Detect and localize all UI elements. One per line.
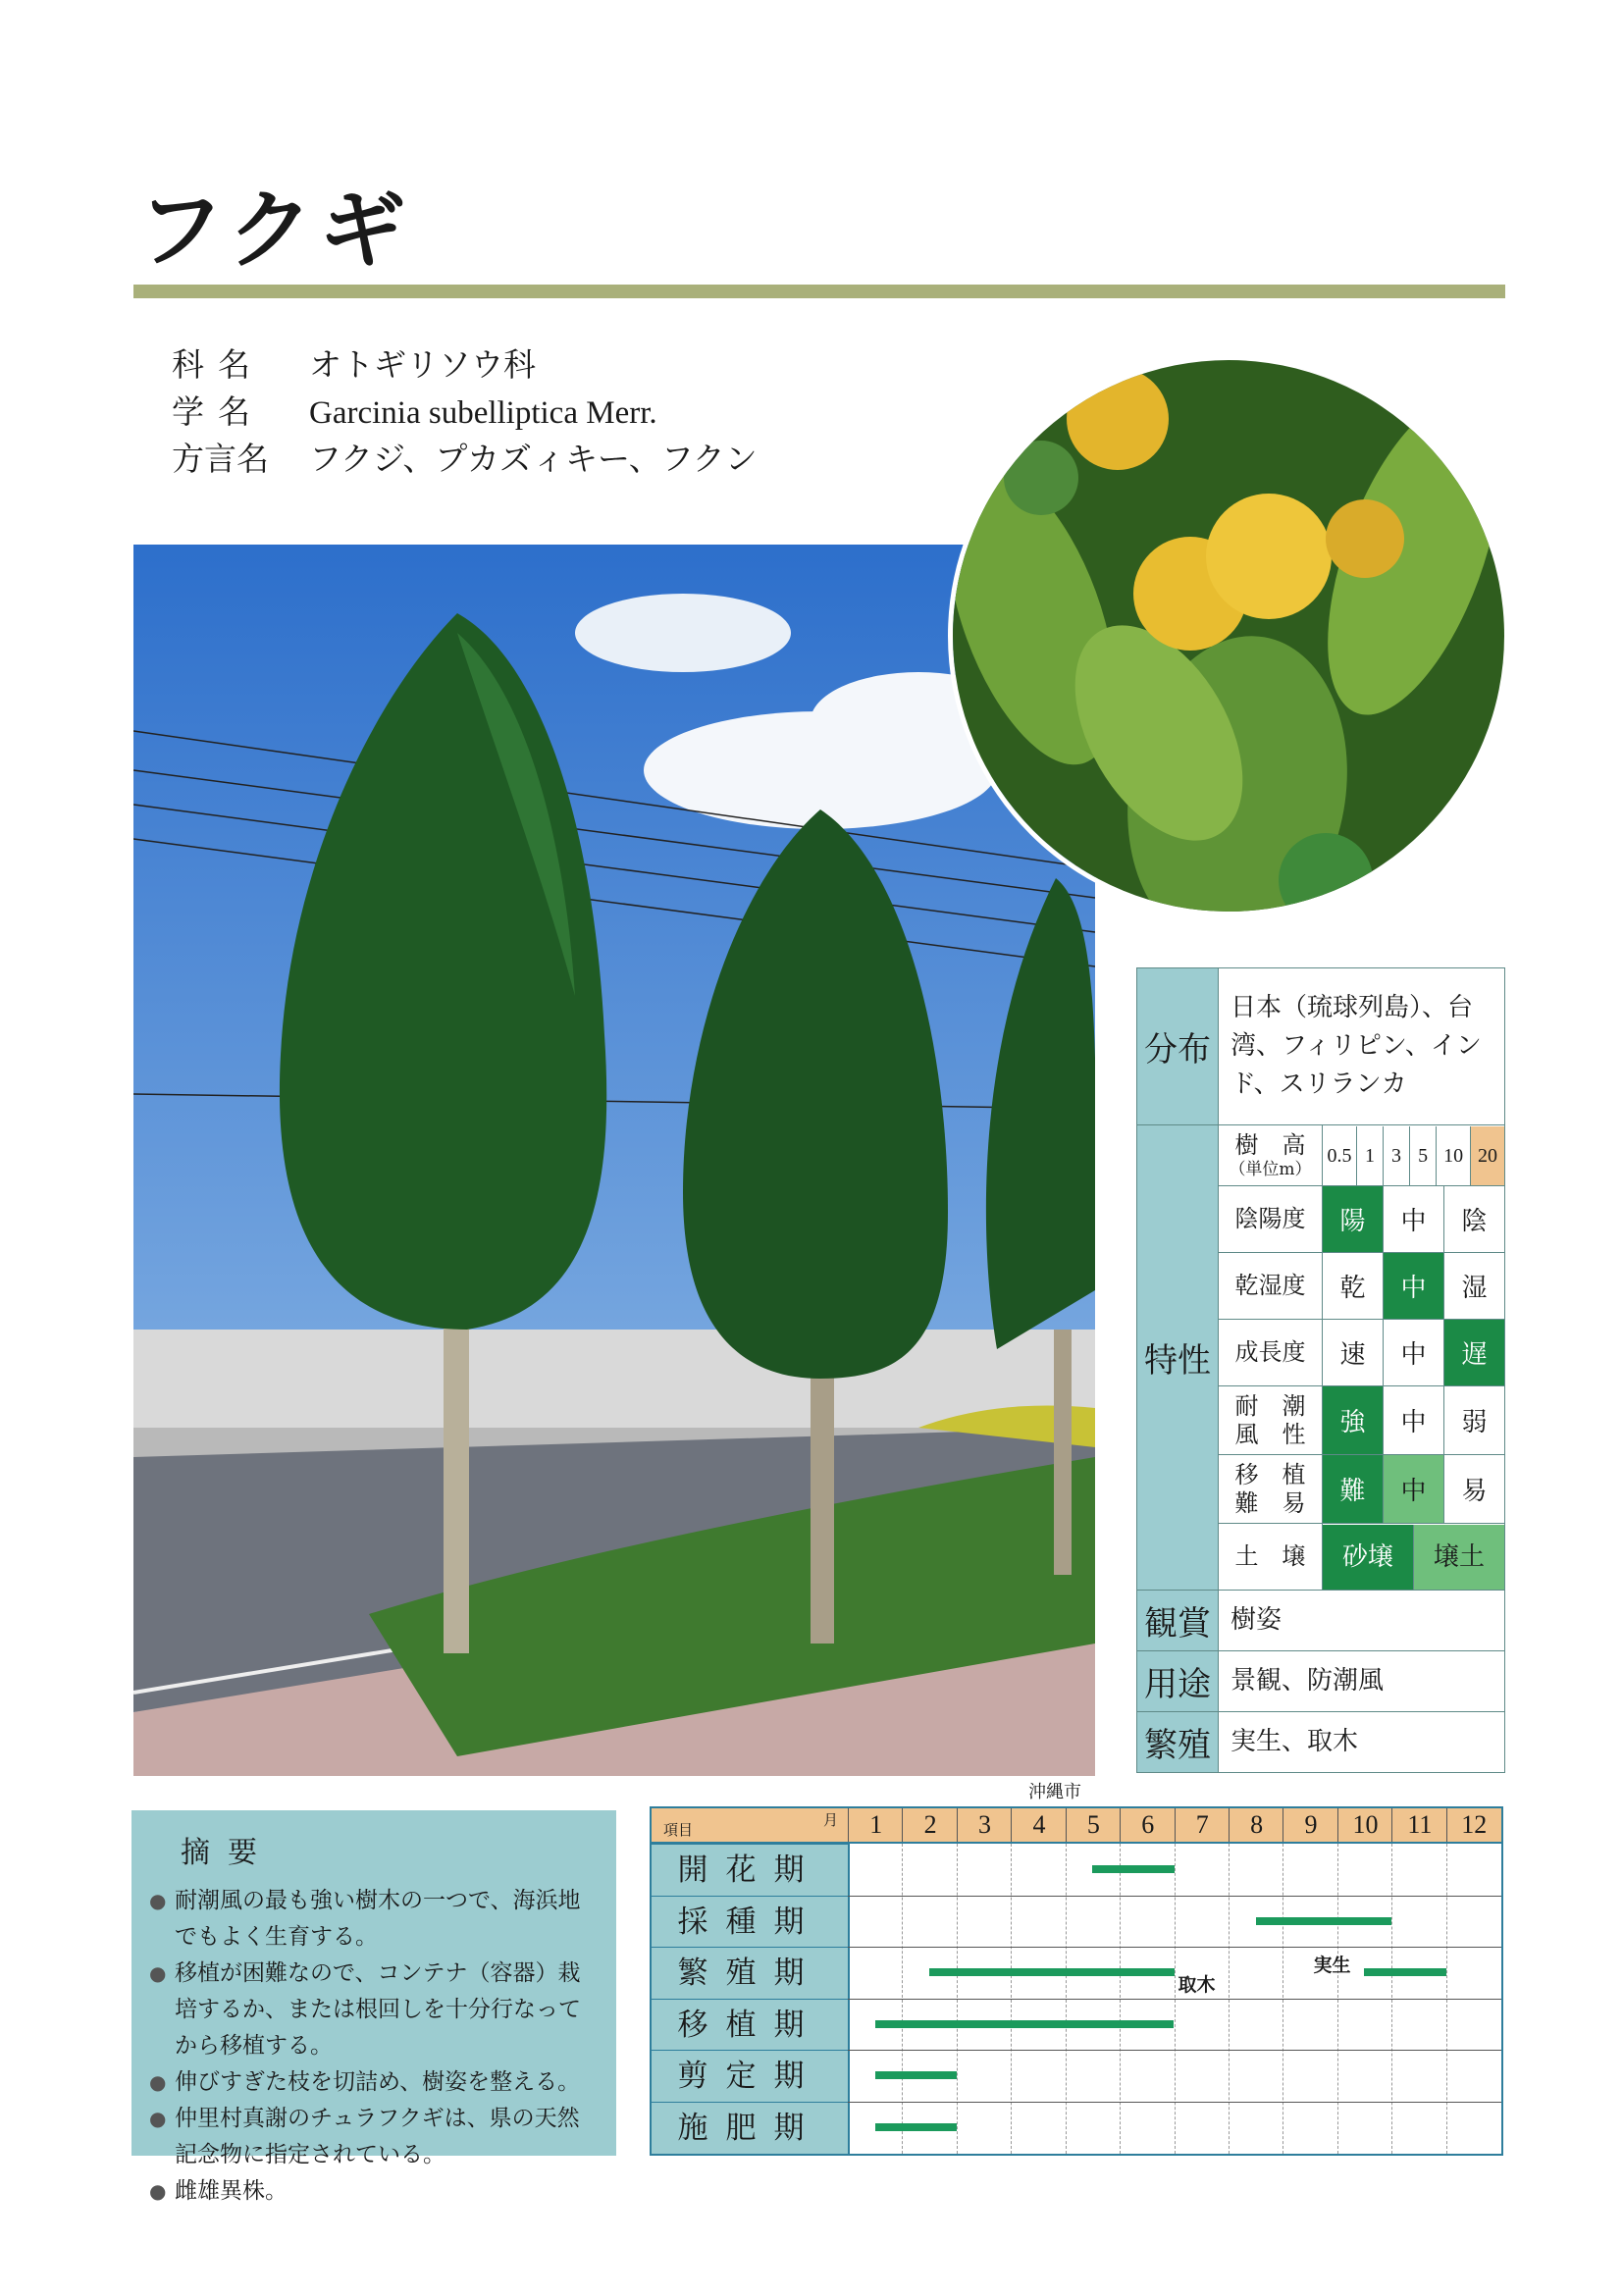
summary-title: 摘要	[181, 1836, 275, 1870]
height-scale	[1323, 1125, 1505, 1186]
trait-option-selected: 強	[1323, 1386, 1384, 1455]
soil-option-partial: 壌土	[1414, 1525, 1504, 1590]
month-header: 2	[902, 1808, 957, 1842]
use-value: 景観、防潮風	[1219, 1651, 1505, 1712]
height-tick-selected: 20	[1471, 1126, 1504, 1185]
trait-option-selected: 遅	[1443, 1320, 1504, 1386]
badge-evergreen	[1242, 221, 1364, 268]
ornamental-value: 樹姿	[1219, 1591, 1505, 1651]
info-label: 学名	[172, 392, 264, 431]
info-value: Garcinia subelliptica Merr.	[309, 395, 657, 431]
trait-option-partial: 中	[1383, 1455, 1443, 1524]
corner-month-label: 月	[822, 1811, 838, 1829]
summary-item: ● 耐潮風の最も強い樹木の一つで、海浜地でもよく生育する。	[149, 1883, 599, 1956]
trait-option: 中	[1383, 1386, 1443, 1455]
calendar-row-label: 開花期	[652, 1844, 850, 1897]
month-header: 4	[1011, 1808, 1066, 1842]
height-label	[1219, 1125, 1323, 1186]
calendar-bar	[875, 2020, 1175, 2028]
info-dialect-name	[172, 436, 758, 483]
badge-label: 高木	[1129, 227, 1204, 261]
info-family	[172, 341, 536, 389]
trait-option: 中	[1383, 1186, 1443, 1253]
trait-label: 耐 潮 風 性	[1219, 1386, 1323, 1455]
trait-label: 移 植 難 易	[1219, 1455, 1323, 1524]
soil-options	[1323, 1524, 1505, 1591]
calendar-row-label: 繁殖期	[652, 1947, 850, 2000]
calendar-location: 沖縄市	[1028, 1782, 1081, 1802]
calendar-header	[652, 1808, 1501, 1844]
month-header: 6	[1120, 1808, 1175, 1842]
characteristics-table	[1136, 967, 1505, 1773]
calendar-row-label: 施肥期	[652, 2102, 850, 2155]
calendar-row-label: 移植期	[652, 1999, 850, 2052]
calendar-corner	[652, 1808, 848, 1842]
month-header: 9	[1283, 1808, 1337, 1842]
height-unit: （単位m）	[1229, 1159, 1312, 1179]
calendar-bar	[929, 1968, 1174, 1976]
trait-label: 陰陽度	[1219, 1186, 1323, 1253]
month-header: 3	[957, 1808, 1012, 1842]
trait-option: 速	[1323, 1320, 1384, 1386]
use-header: 用途	[1137, 1651, 1219, 1712]
calendar-row-line	[848, 2102, 1501, 2103]
height-tick: 5	[1410, 1126, 1437, 1185]
summary-item: ● 移植が困難なので、コンテナ（容器）栽培するか、または根回しを十分行なってから移植する。	[149, 1956, 599, 2064]
height-tick: 10	[1437, 1126, 1471, 1185]
distribution-header: 分布	[1137, 968, 1219, 1125]
calendar-row-line	[848, 2050, 1501, 2051]
height-label-text: 樹 高	[1234, 1130, 1306, 1159]
month-header: 5	[1066, 1808, 1121, 1842]
trait-label: 成長度	[1219, 1320, 1323, 1386]
soil-option-selected: 砂壌	[1323, 1525, 1414, 1590]
trait-option: 易	[1443, 1455, 1504, 1524]
trait-option: 陰	[1443, 1186, 1504, 1253]
calendar-row-label: 剪定期	[652, 2050, 850, 2103]
trait-option-selected: 中	[1383, 1253, 1443, 1320]
fruit-photo	[948, 355, 1509, 916]
height-tick: 1	[1357, 1126, 1384, 1185]
info-label: 方言名	[172, 440, 269, 478]
calendar-bar-note: 実生	[1313, 1955, 1351, 1977]
calendar-row-line	[848, 1947, 1501, 1948]
summary-item: ● 雌雄異株。	[149, 2173, 599, 2210]
calendar-row-label: 採種期	[652, 1896, 850, 1949]
tree-photo	[133, 545, 1095, 1776]
trait-option: 弱	[1443, 1386, 1504, 1455]
summary-item: ● 仲里村真謝のチュラフクギは、県の天然記念物に指定されている。	[149, 2101, 599, 2173]
trait-option: 乾	[1323, 1253, 1384, 1320]
calendar-bar	[1256, 1917, 1392, 1925]
month-header: 11	[1391, 1808, 1446, 1842]
calendar-bar-note: 取木	[1178, 1974, 1216, 1997]
calendar-bar	[875, 2123, 957, 2131]
month-header: 10	[1337, 1808, 1392, 1842]
distribution-value: 日本（琉球列島）、台湾、フィリピン、インド、スリランカ	[1219, 968, 1505, 1125]
soil-label: 土 壌	[1219, 1524, 1323, 1591]
calendar-row-line	[848, 1999, 1501, 2000]
badge-tall-tree	[1107, 221, 1227, 268]
info-value: オトギリソウ科	[309, 345, 536, 384]
info-label: 科名	[172, 345, 264, 384]
calendar-bar	[1092, 1865, 1174, 1873]
month-header: 8	[1229, 1808, 1283, 1842]
summary-box	[131, 1810, 616, 2204]
trait-option-selected: 難	[1323, 1455, 1384, 1524]
propagation-value: 実生、取木	[1219, 1712, 1505, 1773]
summary-list	[149, 1883, 599, 2210]
trait-option: 中	[1383, 1320, 1443, 1386]
month-header: 12	[1446, 1808, 1501, 1842]
trait-option: 湿	[1443, 1253, 1504, 1320]
summary-item: ● 伸びすぎた枝を切詰め、樹姿を整える。	[149, 2064, 599, 2101]
ornamental-header: 観賞	[1137, 1591, 1219, 1651]
propagation-header: 繁殖	[1137, 1712, 1219, 1773]
calendar-bar	[1364, 1968, 1445, 1976]
info-value: フクジ、プカズィキー、フクン	[309, 440, 758, 478]
calendar-bar	[875, 2071, 957, 2079]
title-rule	[133, 285, 1505, 298]
calendar	[650, 1806, 1503, 2156]
calendar-row-line	[848, 1896, 1501, 1897]
badge-label: 常緑	[1266, 227, 1340, 261]
trait-option-selected: 陽	[1323, 1186, 1384, 1253]
traits-header: 特性	[1137, 1125, 1219, 1591]
info-scientific-name	[172, 389, 657, 437]
height-tick: 0.5	[1323, 1126, 1357, 1185]
month-header: 1	[848, 1808, 903, 1842]
corner-item-label: 項目	[663, 1821, 694, 1839]
badge-label: 広葉樹	[1395, 227, 1490, 261]
month-header: 7	[1175, 1808, 1230, 1842]
page-title: フクギ	[137, 179, 412, 281]
trait-label: 乾湿度	[1219, 1253, 1323, 1320]
height-tick: 3	[1384, 1126, 1410, 1185]
badge-broadleaf	[1380, 221, 1505, 268]
